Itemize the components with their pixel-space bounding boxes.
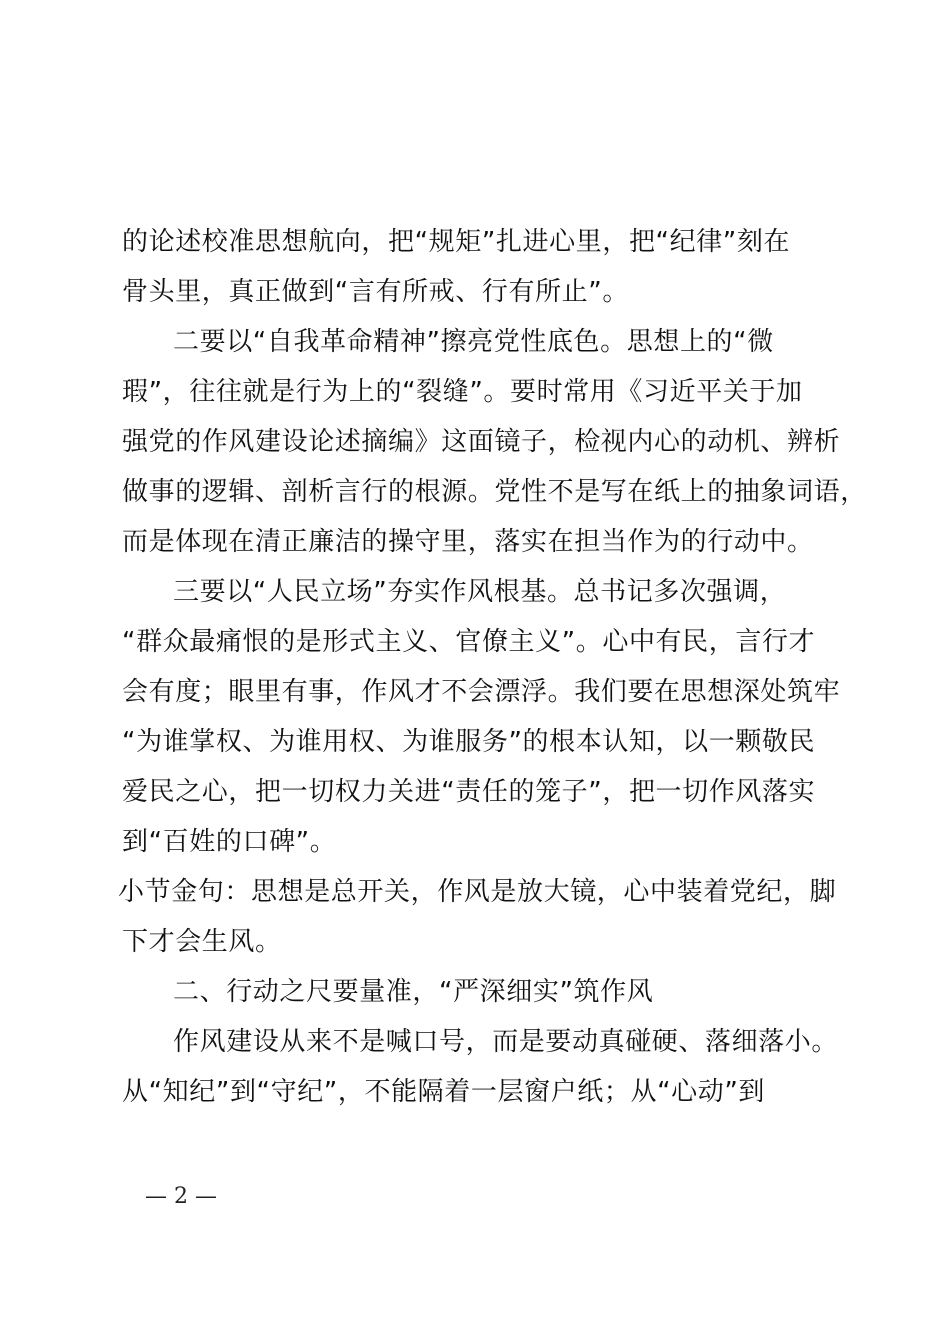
text-line-13: 到“百姓的口碑”。 (122, 827, 337, 857)
text-line-15: 下才会生风。 (122, 927, 282, 957)
text-line-17: 作风建设从来不是喊口号，而是要动真碰硬、落细落小。 (173, 1027, 839, 1057)
text-line-12: 爱民之心，把一切权力关进“责任的笼子”，把一切作风落实 (122, 777, 816, 807)
text-line-3: 二要以“自我革命精神”擦亮党性底色。思想上的“微 (173, 327, 774, 357)
page-number: — 2 — (145, 1184, 217, 1209)
text-line-14: 小节金句：思想是总开关，作风是放大镜，心中装着党纪，脚 (118, 877, 837, 907)
text-line-1: 的论述校准思想航向，把“规矩”扎进心里，把“纪律”刻在 (122, 227, 791, 257)
text-line-8: 三要以“人民立场”夯实作风根基。总书记多次强调， (173, 577, 787, 607)
text-line-11: “为谁掌权、为谁用权、为谁服务”的根本认知，以一颗敬民 (122, 727, 816, 757)
text-line-9: “群众最痛恨的是形式主义、官僚主义”。心中有民，言行才 (122, 627, 816, 657)
text-line-7: 而是体现在清正廉洁的操守里，落实在担当作为的行动中。 (122, 527, 814, 557)
text-line-2: 骨头里，真正做到“言有所戒、行有所止”。 (122, 277, 629, 307)
text-line-10: 会有度；眼里有事，作风才不会漂浮。我们要在思想深处筑牢 (122, 677, 841, 707)
text-line-5: 强党的作风建设论述摘编》这面镜子，检视内心的动机、辨析 (122, 427, 841, 457)
text-line-6: 做事的逻辑、剖析言行的根源。党性不是写在纸上的抽象词语， (122, 477, 867, 507)
text-line-18: 从“知纪”到“守纪”，不能隔着一层窗户纸；从“心动”到 (122, 1077, 766, 1107)
section-heading: 二、行动之尺要量准，“严深细实”筑作风 (173, 977, 654, 1007)
text-line-4: 瑕”，往往就是行为上的“裂缝”。要时常用《习近平关于加 (122, 377, 803, 407)
